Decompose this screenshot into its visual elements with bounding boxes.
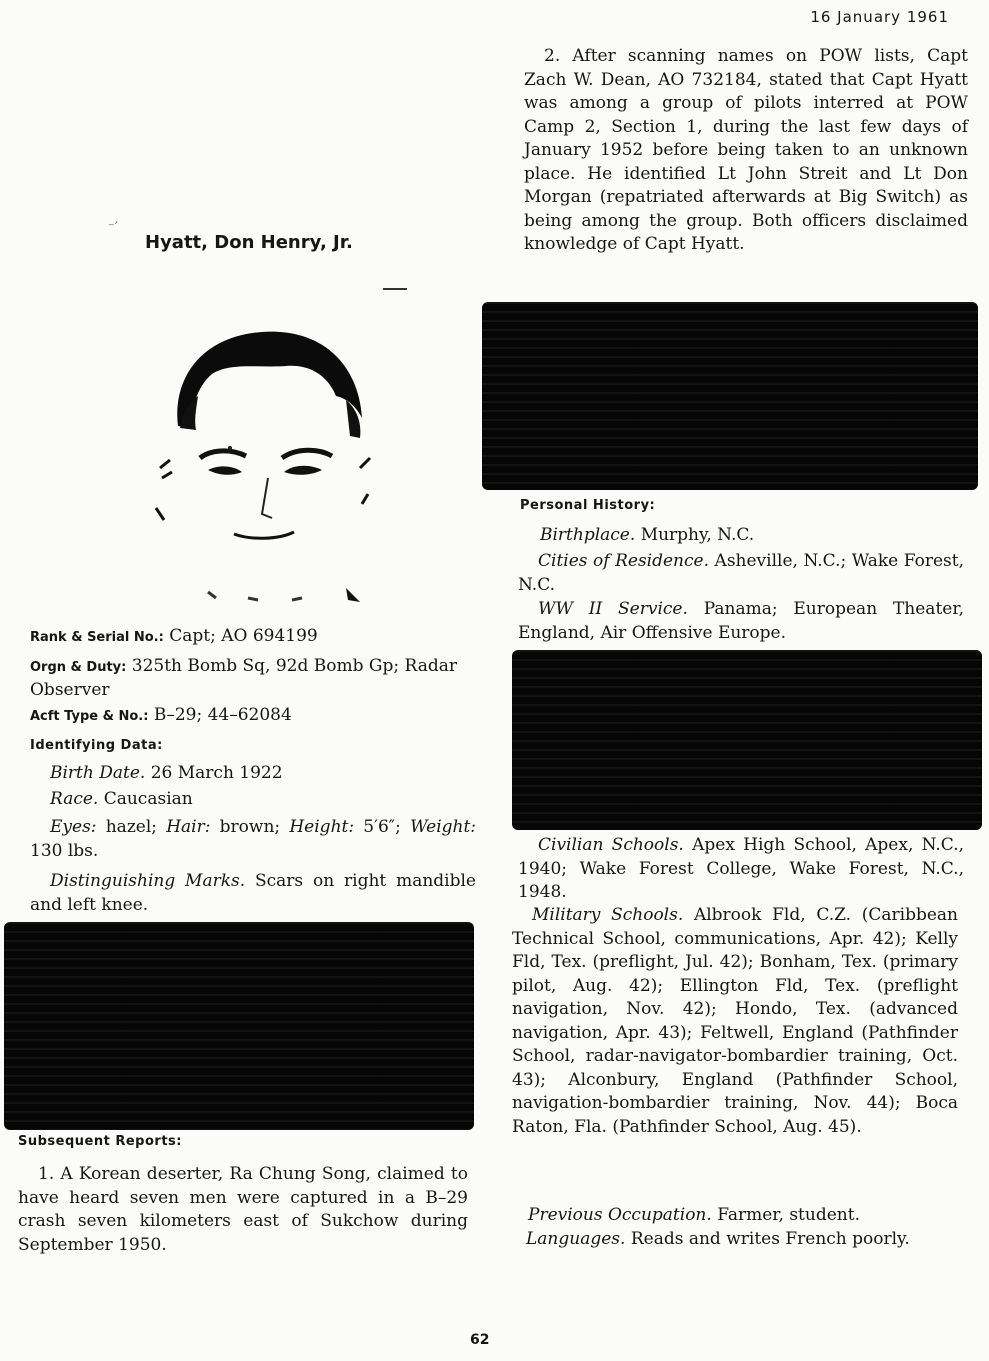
marks-label: Distinguishing Marks. xyxy=(50,871,246,891)
hair-label: Hair: xyxy=(166,817,211,837)
cities-of-residence xyxy=(518,550,964,597)
previous-occupation xyxy=(528,1204,958,1227)
rank-serial-line xyxy=(30,625,476,649)
personal-history-heading: Personal History: xyxy=(520,498,656,513)
rank-label: Rank & Serial No.: xyxy=(30,630,164,645)
birthplace-label: Birthplace. xyxy=(540,525,636,545)
civilian-value: Apex High School, Apex, N.C., 1940; Wake Forest College, Wake Forest, N.C., 1948. xyxy=(518,835,965,902)
redaction-block xyxy=(482,302,978,490)
hair-value: brown; xyxy=(219,817,281,837)
race-line xyxy=(30,788,476,811)
smudge-line xyxy=(383,288,407,290)
eyes-label: Eyes: xyxy=(50,817,97,837)
distinguishing-marks xyxy=(30,870,476,917)
military-value: Albrook Fld, C.Z. (Caribbean Technical School, communications, Apr. 42); Kelly Fld, Tex. (preflight, Jul. 42); Bonham, Tex. (primary pilot, Aug. 42); Ellington Fld, Tex. (preflight navigation, Nov. 42); Hondo, Tex. (advanced navigation, Apr. 43); Feltwell, England (Pathfinder School, radar-navigator-bombardier training, Oct. 43); Alconbury, England (Pathfinder School, navigation-bombardier training, Nov. 44); Boca Raton, Fla. (Pathfinder School, Aug. 45). xyxy=(512,905,958,1137)
redaction-block xyxy=(4,922,474,1130)
birth-date-value: 26 March 1922 xyxy=(150,763,283,783)
page-number: 62 xyxy=(470,1332,490,1348)
height-value: 5′6″; xyxy=(363,817,401,837)
redaction-block xyxy=(512,650,982,830)
civilian-schools xyxy=(518,834,964,905)
ww2-service xyxy=(518,598,964,645)
race-label: Race. xyxy=(50,789,99,809)
military-label: Military Schools. xyxy=(532,905,684,925)
race-value: Caucasian xyxy=(103,789,193,809)
smudge-mark: ⁻′ xyxy=(108,220,118,235)
marks-value: Scars on right mandible and left knee. xyxy=(30,871,476,915)
physical-description xyxy=(30,816,476,863)
languages-value: Reads and writes French poorly. xyxy=(630,1229,910,1249)
height-label: Height: xyxy=(289,817,355,837)
languages xyxy=(506,1228,952,1252)
cities-value: Asheville, N.C.; Wake Forest, N.C. xyxy=(518,551,965,595)
occupation-value: Farmer, student. xyxy=(717,1205,860,1225)
identifying-heading: Identifying Data: xyxy=(30,738,163,753)
subsequent-heading: Subsequent Reports: xyxy=(18,1134,182,1149)
military-schools xyxy=(512,904,958,1139)
orgn-label: Orgn & Duty: xyxy=(30,660,127,675)
acft-label: Acft Type & No.: xyxy=(30,709,149,724)
report-2: 2. After scanning names on POW lists, Capt Zach W. Dean, AO 732184, stated that Capt Hyatt was among a group of pilots interred at POW Camp 2, Section 1, during the last few days of January 1952 before being taken to an unknown place. He identified Lt John Streit and Lt Don Morgan (repatriated afterwards at Big Switch) as being among the group. Both officers disclaimed knowledge of Capt Hyatt. xyxy=(524,46,968,254)
cities-label: Cities of Residence. xyxy=(538,551,709,571)
birthplace-line xyxy=(540,524,970,547)
ww2-value: Panama; European Theater, England, Air Offensive Europe. xyxy=(518,599,964,643)
weight-label: Weight: xyxy=(410,817,477,837)
civilian-label: Civilian Schools. xyxy=(538,835,684,855)
acft-value: B–29; 44–62084 xyxy=(153,705,292,725)
eyes-value: hazel; xyxy=(105,817,157,837)
birth-date-line xyxy=(30,762,476,785)
rank-value: Capt; AO 694199 xyxy=(169,626,318,646)
weight-value: 130 lbs. xyxy=(30,840,99,861)
ww2-label: WW II Service. xyxy=(538,599,688,619)
orgn-value: 325th Bomb Sq, 92d Bomb Gp; Radar Observer xyxy=(30,656,457,700)
languages-label: Languages. xyxy=(526,1229,626,1249)
occupation-label: Previous Occupation. xyxy=(528,1205,712,1225)
person-name: Hyatt, Don Henry, Jr. xyxy=(145,232,353,253)
orgn-duty-line xyxy=(30,655,476,702)
portrait-photo xyxy=(150,318,382,610)
birthplace-value: Murphy, N.C. xyxy=(640,525,755,545)
page-date: 16 January 1961 xyxy=(810,8,949,26)
report-1: 1. A Korean deserter, Ra Chung Song, claimed to have heard seven men were captured in a B–29 crash seven kilometers east of Sukchow during September 1950. xyxy=(18,1164,468,1255)
birth-date-label: Birth Date. xyxy=(50,763,146,783)
aircraft-line xyxy=(30,704,476,728)
